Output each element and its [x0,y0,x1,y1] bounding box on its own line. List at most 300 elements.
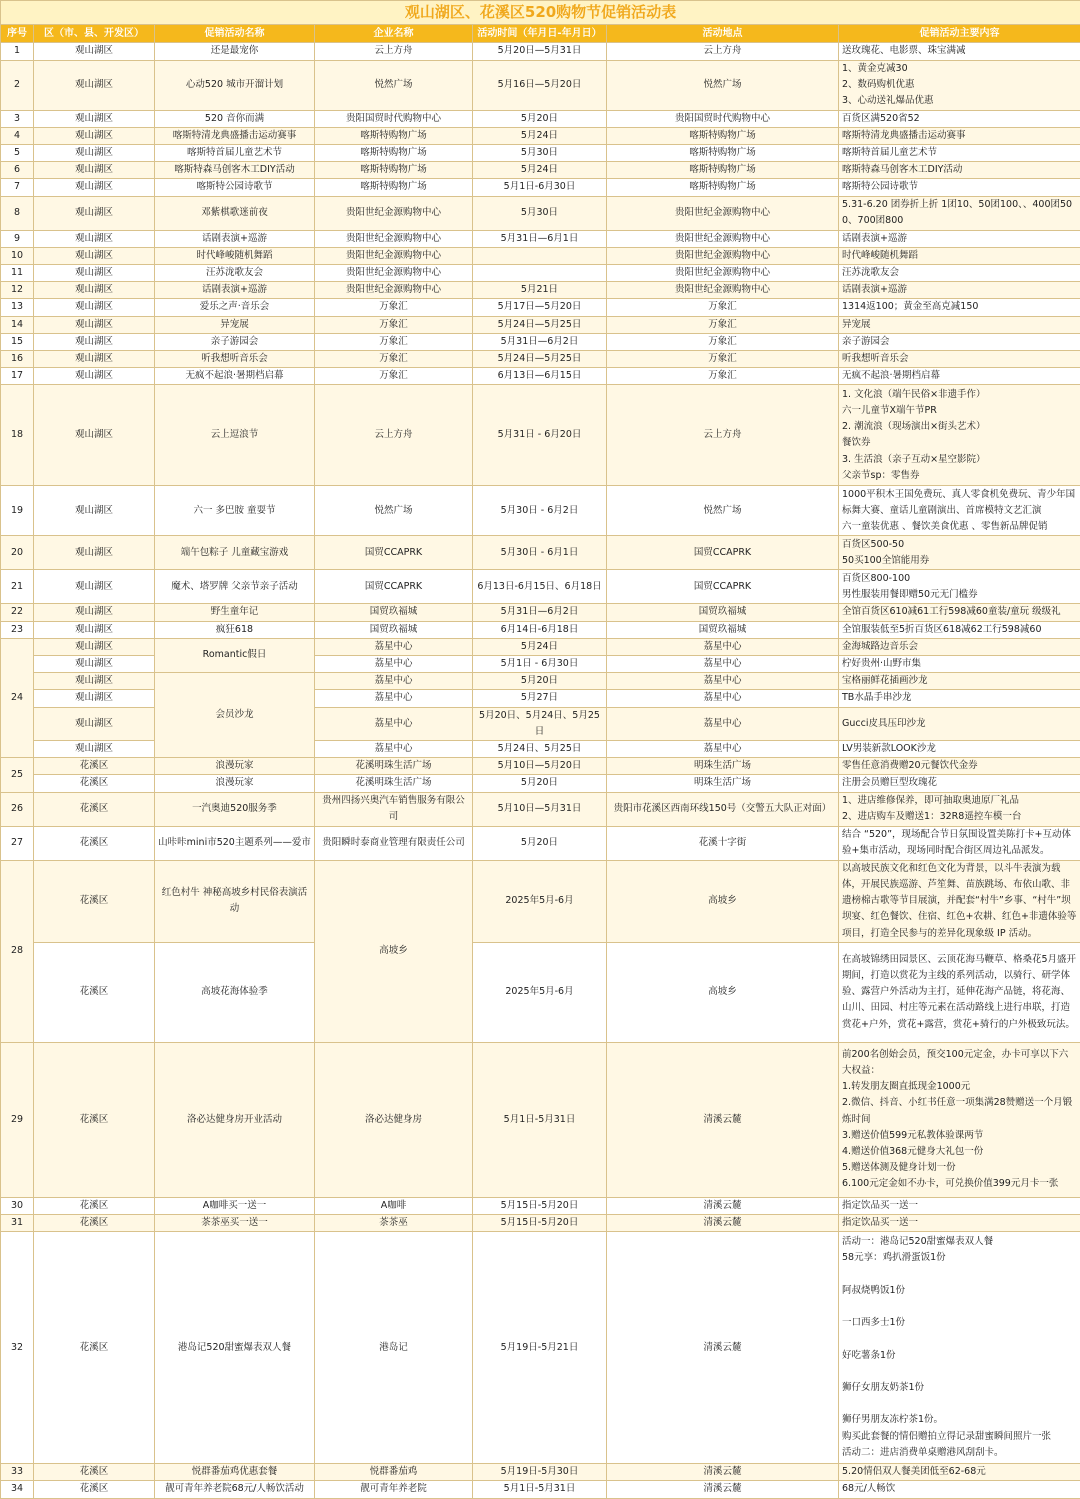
table-row [1,351,1080,368]
table-row [1,43,1080,61]
row-company: 贵阳世纪金源购物中心 [315,265,473,282]
row-district: 观山湖区 [34,196,155,230]
row-time [473,247,607,264]
row-place: 清溪云麓 [607,1481,839,1498]
col-header-name: 促销活动名称 [155,25,315,43]
row-time: 5月31日—6月1日 [473,230,607,247]
row-number: 10 [1,247,34,264]
row-activity-name: 野生童年记 [155,604,315,621]
row-district: 观山湖区 [34,368,155,385]
row-place: 喀斯特购物广场 [607,145,839,162]
row-time: 5月1日-5月31日 [473,1481,607,1498]
row-content: 1. 文化浪（端午民俗×非遗手作） 六一儿童节X端午节PR 2. 潮流浪（现场演出×街头艺术） 餐饮券 3. 生活浪（亲子互动×星空影院） 父亲节sp：零售券 [839,385,1080,486]
row-content: 1000平积木王国免费玩、真人零食机免费玩、青少年国标舞大赛、童话儿童剧演出、首席模特文艺汇演 六一童装优惠 、餐饮美食优惠 、零售新品牌促销 [839,486,1080,536]
row-number: 2 [1,61,34,111]
row-activity-name: 亲子游园会 [155,333,315,350]
row-company: 花溪明珠生活广场 [315,775,473,792]
row-district: 观山湖区 [34,265,155,282]
row-time: 5月15日-5月20日 [473,1197,607,1214]
row-place: 荔星中心 [607,741,839,758]
row-company: 悦然广场 [315,61,473,111]
row-time: 5月20日 [473,110,607,127]
row-content: 亲子游园会 [839,333,1080,350]
row-time: 5月30日 - 6月1日 [473,536,607,570]
row-district: 观山湖区 [34,690,155,707]
row-activity-name: 一汽奥迪520服务季 [155,792,315,826]
row-district: 观山湖区 [34,316,155,333]
row-activity-name: 山咔咔mini市520主题系列——爱市 [155,826,315,860]
table-row [1,179,1080,196]
row-place: 荔星中心 [607,690,839,707]
row-number: 29 [1,1042,34,1197]
table-row [1,385,1080,486]
row-district: 观山湖区 [34,673,155,690]
row-place: 明珠生活广场 [607,775,839,792]
row-time: 5月1日 - 6月30日 [473,656,607,673]
row-time: 5月20日 [473,775,607,792]
table-row [1,162,1080,179]
row-company: 高坡乡 [315,860,473,1042]
row-activity-name: 魔术、塔罗牌 父亲节亲子活动 [155,570,315,604]
table-row [1,1042,1080,1197]
row-district: 观山湖区 [34,43,155,61]
row-content: 话剧表演+巡游 [839,230,1080,247]
row-content: 1、黄金克减30 2、数码购机优惠 3、心动送礼爆品优惠 [839,61,1080,111]
row-place: 贵阳世纪金源购物中心 [607,282,839,299]
row-time: 5月16日—5月20日 [473,61,607,111]
row-place: 花溪十字街 [607,826,839,860]
row-district: 花溪区 [34,1214,155,1231]
row-number: 5 [1,145,34,162]
row-content: 汪苏泷歌友会 [839,265,1080,282]
row-company: 花溪明珠生活广场 [315,758,473,775]
table-body [1,43,1080,1499]
table-row [1,673,1080,690]
table-row [1,61,1080,111]
row-company: 万象汇 [315,368,473,385]
table-row [1,486,1080,536]
row-content: 柠好贵州·山野市集 [839,656,1080,673]
row-district: 观山湖区 [34,486,155,536]
row-place: 万象汇 [607,333,839,350]
row-activity-name: 疯狂618 [155,621,315,638]
row-place: 贵阳世纪金源购物中心 [607,196,839,230]
row-content: 1、进店维修保养，即可抽取奥迪原厂礼品 2、进店购车及赠送1：32R8遥控车模一台 [839,792,1080,826]
row-district: 观山湖区 [34,61,155,111]
sheet-title: 观山湖区、花溪区520购物节促销活动表 [1,1,1080,25]
row-district: 观山湖区 [34,247,155,264]
row-place: 贵阳世纪金源购物中心 [607,265,839,282]
row-number: 6 [1,162,34,179]
row-place: 明珠生活广场 [607,758,839,775]
col-header-company: 企业名称 [315,25,473,43]
row-activity-name: 喀斯特森马创客木工DIY活动 [155,162,315,179]
row-company: 贵阳世纪金源购物中心 [315,247,473,264]
row-activity-name: 汪苏泷歌友会 [155,265,315,282]
row-district: 观山湖区 [34,656,155,673]
row-activity-name: 港岛记520甜蜜爆表双人餐 [155,1232,315,1464]
row-company: 荔星中心 [315,707,473,740]
row-number: 18 [1,385,34,486]
row-content: 异宠展 [839,316,1080,333]
row-company: 国贸玖福城 [315,621,473,638]
row-number: 15 [1,333,34,350]
row-place: 贵阳国贸时代购物中心 [607,110,839,127]
row-company: 洛必达健身房 [315,1042,473,1197]
row-place: 万象汇 [607,299,839,316]
row-activity-name: 喀斯特公园诗歌节 [155,179,315,196]
table-row [1,196,1080,230]
row-activity-name: 浪漫玩家 [155,758,315,775]
row-company: 贵阳世纪金源购物中心 [315,196,473,230]
row-company: 港岛记 [315,1232,473,1464]
row-place: 喀斯特购物广场 [607,127,839,144]
row-time: 5月31日—6月2日 [473,333,607,350]
row-company: 喀斯特购物广场 [315,162,473,179]
row-place: 云上方舟 [607,385,839,486]
row-activity-name: 无疯不起浪·暑期档启幕 [155,368,315,385]
row-time: 5月21日 [473,282,607,299]
row-district: 花溪区 [34,758,155,775]
row-number: 25 [1,758,34,792]
row-content: 听我想听音乐会 [839,351,1080,368]
table-row [1,942,1080,1042]
row-activity-name: 还是最宠你 [155,43,315,61]
table-row [1,368,1080,385]
table-row [1,758,1080,775]
row-content: 注册会员赠巨型玫瑰花 [839,775,1080,792]
row-content: LV男装新款LOOK沙龙 [839,741,1080,758]
table-row [1,860,1080,942]
row-place: 喀斯特购物广场 [607,162,839,179]
row-company: 万象汇 [315,351,473,368]
row-content: 送玫瑰花、电影票、珠宝满减 [839,43,1080,61]
row-content: 喀斯特首届儿童艺术节 [839,145,1080,162]
row-number: 33 [1,1464,34,1481]
row-company: 喀斯特购物广场 [315,145,473,162]
row-content: 指定饮品买一送一 [839,1214,1080,1231]
row-content: 话剧表演+巡游 [839,282,1080,299]
table-row [1,1214,1080,1231]
row-district: 观山湖区 [34,707,155,740]
row-company: 国贸玖福城 [315,604,473,621]
row-place: 贵阳世纪金源购物中心 [607,230,839,247]
row-district: 观山湖区 [34,536,155,570]
row-content: Gucci皮具压印沙龙 [839,707,1080,740]
row-place: 国贸玖福城 [607,621,839,638]
row-number: 23 [1,621,34,638]
row-place: 高坡乡 [607,860,839,942]
row-activity-name: 悦群番茄鸡优惠套餐 [155,1464,315,1481]
row-company: 靓可青年养老院 [315,1481,473,1498]
row-activity-name: 高坡花海体验季 [155,942,315,1042]
row-company: 贵州四扬兴奥汽车销售服务有限公司 [315,792,473,826]
row-time: 5月1日-5月31日 [473,1042,607,1197]
row-district: 花溪区 [34,1464,155,1481]
row-content: 68元/人畅饮 [839,1481,1080,1498]
row-content: 喀斯特清龙典盛播击运动赛事 [839,127,1080,144]
row-time: 5月24日—5月25日 [473,316,607,333]
row-company: 荔星中心 [315,741,473,758]
row-activity-name: 喀斯特清龙典盛播击运动赛事 [155,127,315,144]
row-activity-name: 话剧表演+巡游 [155,282,315,299]
row-time: 5月24日、5月25日 [473,741,607,758]
row-district: 花溪区 [34,942,155,1042]
row-content: 零售任意消费赠20元餐饮代金券 [839,758,1080,775]
row-district: 观山湖区 [34,127,155,144]
row-activity-name: 红色村牛 神秘高坡乡村民俗表演活动 [155,860,315,942]
row-place: 荔星中心 [607,673,839,690]
row-company: 喀斯特购物广场 [315,127,473,144]
row-content: 以高坡民族文化和红色文化为背景，以斗牛表演为载体，开展民族巡游、芦笙舞、苗族跳场、布依山歌、非遗榜棉古歌等节目展演，并配套“村牛”乡事、“村牛”坝坝宴、红色餐饮、住宿、红色+农耕、红色+非遗体验等项目，打造全民参与的差异化现象级 IP 活动。 [839,860,1080,942]
row-place: 荔星中心 [607,638,839,655]
row-activity-name: 话剧表演+巡游 [155,230,315,247]
row-company: 荔星中心 [315,673,473,690]
row-activity-name: 端午包粽子 儿童藏宝游戏 [155,536,315,570]
row-activity-name: 爱乐之声·音乐会 [155,299,315,316]
row-district: 观山湖区 [34,638,155,655]
row-number: 9 [1,230,34,247]
column-header-row [1,25,1080,43]
row-place: 清溪云麓 [607,1042,839,1197]
row-number: 32 [1,1232,34,1464]
row-company: 茶茶巫 [315,1214,473,1231]
row-activity-name: 时代峰峻随机舞蹈 [155,247,315,264]
row-company: 万象汇 [315,316,473,333]
row-district: 观山湖区 [34,282,155,299]
row-time: 2025年5月-6月 [473,860,607,942]
row-company: 万象汇 [315,333,473,350]
row-number: 20 [1,536,34,570]
row-content: 指定饮品买一送一 [839,1197,1080,1214]
row-time: 5月24日 [473,127,607,144]
row-district: 花溪区 [34,1042,155,1197]
row-time: 5月24日 [473,162,607,179]
row-company: 喀斯特购物广场 [315,179,473,196]
row-district: 观山湖区 [34,230,155,247]
row-company: 荔星中心 [315,690,473,707]
row-content: 喀斯特森马创客木工DIY活动 [839,162,1080,179]
col-header-place: 活动地点 [607,25,839,43]
table-row [1,333,1080,350]
row-district: 观山湖区 [34,333,155,350]
row-number: 16 [1,351,34,368]
row-district: 观山湖区 [34,110,155,127]
row-company: A咖啡 [315,1197,473,1214]
row-number: 11 [1,265,34,282]
row-district: 观山湖区 [34,741,155,758]
row-company: 云上方舟 [315,43,473,61]
row-content: 活动一：港岛记520甜蜜爆表双人餐 58元享：鸡扒滑蛋饭1份 阿叔烧鸭饭1份 一口西多士1份 好吃薯条1份 狮仔女朋友奶茶1份 狮仔男朋友冻柠茶1份。 购买此套餐的情侣赠拍立得记录甜蜜瞬间照片一张 活动二：进店消费单桌赠港风刮刮卡。 [839,1232,1080,1464]
row-time: 5月20日—5月31日 [473,43,607,61]
row-number: 34 [1,1481,34,1498]
row-time: 5月17日—5月20日 [473,299,607,316]
row-activity-name: A咖啡买一送一 [155,1197,315,1214]
row-content: 5.20情侣双人餐美团低至62-68元 [839,1464,1080,1481]
row-activity-name: 心动520 城市开溜计划 [155,61,315,111]
row-content: 全馆百货区610减61工行598减60童装/童玩 级级礼 [839,604,1080,621]
row-time: 5月15日-5月20日 [473,1214,607,1231]
row-company: 贵阳瞬时泰商业管理有限责任公司 [315,826,473,860]
row-activity-name: 洛必达健身房开业活动 [155,1042,315,1197]
table-row [1,282,1080,299]
row-district: 花溪区 [34,1481,155,1498]
row-company: 荔星中心 [315,656,473,673]
row-company: 悦然广场 [315,486,473,536]
row-activity-name: 520 音你而满 [155,110,315,127]
row-content: 金海城路边音乐会 [839,638,1080,655]
row-district: 花溪区 [34,775,155,792]
row-number: 12 [1,282,34,299]
row-place: 喀斯特购物广场 [607,179,839,196]
row-company: 荔星中心 [315,638,473,655]
row-time: 5月27日 [473,690,607,707]
row-time: 6月13日-6月15日、6月18日 [473,570,607,604]
row-content: 百货区满520省52 [839,110,1080,127]
row-time: 5月24日—5月25日 [473,351,607,368]
row-place: 高坡乡 [607,942,839,1042]
row-number: 3 [1,110,34,127]
table-row [1,110,1080,127]
row-number: 28 [1,860,34,1042]
table-row [1,247,1080,264]
row-place: 荔星中心 [607,707,839,740]
table-row [1,570,1080,604]
row-activity-name: 云上逗浪节 [155,385,315,486]
row-content: 喀斯特公园诗歌节 [839,179,1080,196]
row-activity-name: 浪漫玩家 [155,775,315,792]
row-time: 5月19日-5月30日 [473,1464,607,1481]
row-content: 5.31-6.20 团券折上折 1团10、50团100、、400团500、700团800 [839,196,1080,230]
row-number: 31 [1,1214,34,1231]
row-activity-name: Romantic假日 [155,638,315,672]
row-time: 6月13日—6月15日 [473,368,607,385]
row-district: 观山湖区 [34,385,155,486]
table-row [1,1197,1080,1214]
col-header-no: 序号 [1,25,34,43]
row-content: 百货区800-100 男性服装用餐即赠50元无门槛券 [839,570,1080,604]
row-time [473,265,607,282]
row-number: 14 [1,316,34,333]
row-number: 4 [1,127,34,144]
row-number: 17 [1,368,34,385]
table-row [1,145,1080,162]
row-place: 国贸CCAPRK [607,536,839,570]
row-time: 5月20日 [473,826,607,860]
row-place: 荔星中心 [607,656,839,673]
row-activity-name: 听我想听音乐会 [155,351,315,368]
row-content: 结合 “520”，现场配合节日氛围设置美陈打卡+互动体验+集市活动，现场同时配合街区周边礼品派发。 [839,826,1080,860]
row-content: 在高坡锦绣田园景区、云顶花海马鞭草、格桑花5月盛开期间，打造以赏花为主线的系列活动，以骑行、研学体验、露营户外活动为主打，延伸花海产品链，将花海、山川、田园、村庄等元素在活动路线上进行串联，打造赏花+户外，赏花+露营，赏花+骑行的户外极致玩法。 [839,942,1080,1042]
row-district: 观山湖区 [34,162,155,179]
row-place: 悦然广场 [607,486,839,536]
row-time: 5月10日—5月20日 [473,758,607,775]
row-district: 观山湖区 [34,299,155,316]
row-activity-name: 茶茶巫买一送一 [155,1214,315,1231]
row-number: 30 [1,1197,34,1214]
table-row [1,1481,1080,1498]
row-district: 花溪区 [34,1197,155,1214]
table-row [1,316,1080,333]
row-time: 5月19日-5月21日 [473,1232,607,1464]
row-company: 云上方舟 [315,385,473,486]
row-time: 2025年5月-6月 [473,942,607,1042]
table-row [1,127,1080,144]
row-place: 万象汇 [607,351,839,368]
row-number: 26 [1,792,34,826]
row-company: 贵阳世纪金源购物中心 [315,230,473,247]
col-header-content: 促销活动主要内容 [839,25,1080,43]
row-district: 观山湖区 [34,179,155,196]
row-place: 万象汇 [607,316,839,333]
row-place: 国贸玖福城 [607,604,839,621]
row-district: 观山湖区 [34,604,155,621]
row-company: 贵阳世纪金源购物中心 [315,282,473,299]
table-row [1,230,1080,247]
table-row [1,826,1080,860]
row-place: 贵阳市花溪区西南环线150号（交警五大队正对面） [607,792,839,826]
table-row [1,1232,1080,1464]
row-time: 5月24日 [473,638,607,655]
table-row [1,621,1080,638]
row-district: 观山湖区 [34,351,155,368]
row-time: 5月1日-6月30日 [473,179,607,196]
row-number: 24 [1,638,34,757]
row-content: TB水晶手串沙龙 [839,690,1080,707]
row-time: 5月20日 [473,673,607,690]
row-time: 6月14日-6月18日 [473,621,607,638]
row-number: 1 [1,43,34,61]
table-row [1,604,1080,621]
row-time: 5月20日、5月24日、5月25日 [473,707,607,740]
row-content: 全馆服装低至5折百货区618减62工行598减60 [839,621,1080,638]
table-row [1,265,1080,282]
row-time: 5月30日 [473,196,607,230]
row-activity-name: 异宠展 [155,316,315,333]
row-activity-name: 邓紫棋歌迷前夜 [155,196,315,230]
row-activity-name: 六一 多巴胺 童耍节 [155,486,315,536]
row-number: 13 [1,299,34,316]
row-time: 5月10日—5月31日 [473,792,607,826]
row-time: 5月31日 - 6月20日 [473,385,607,486]
row-content: 宝格丽鲜花插画沙龙 [839,673,1080,690]
row-district: 花溪区 [34,1232,155,1464]
row-number: 21 [1,570,34,604]
row-number: 19 [1,486,34,536]
row-district: 花溪区 [34,860,155,942]
table-row [1,775,1080,792]
row-number: 7 [1,179,34,196]
row-activity-name: 靓可青年养老院68元/人畅饮活动 [155,1481,315,1498]
row-activity-name: 会员沙龙 [155,673,315,758]
row-place: 清溪云麓 [607,1464,839,1481]
col-header-time: 活动时间（年月日-年月日） [473,25,607,43]
row-number: 22 [1,604,34,621]
row-place: 国贸CCAPRK [607,570,839,604]
row-content: 前200名创始会员，预交100元定金，办卡可享以下六大权益： 1.转发朋友圈直抵现金1000元 2.微信、抖音、小红书任意一项集满28赞赠送一个月锻炼时间 3.赠送价值599元私教体验课两节 4.赠送价值368元健身大礼包一份 5.赠送体测及健身计划一份 6.100元定金如不办卡，可兑换价值399元月卡一张 [839,1042,1080,1197]
row-content: 百货区500-50 50买100全馆能用券 [839,536,1080,570]
row-district: 观山湖区 [34,570,155,604]
row-number: 27 [1,826,34,860]
row-district: 观山湖区 [34,621,155,638]
table-row [1,536,1080,570]
table-row [1,1464,1080,1481]
row-company: 国贸CCAPRK [315,570,473,604]
row-district: 花溪区 [34,826,155,860]
row-time: 5月30日 [473,145,607,162]
row-place: 清溪云麓 [607,1232,839,1464]
row-place: 清溪云麓 [607,1214,839,1231]
